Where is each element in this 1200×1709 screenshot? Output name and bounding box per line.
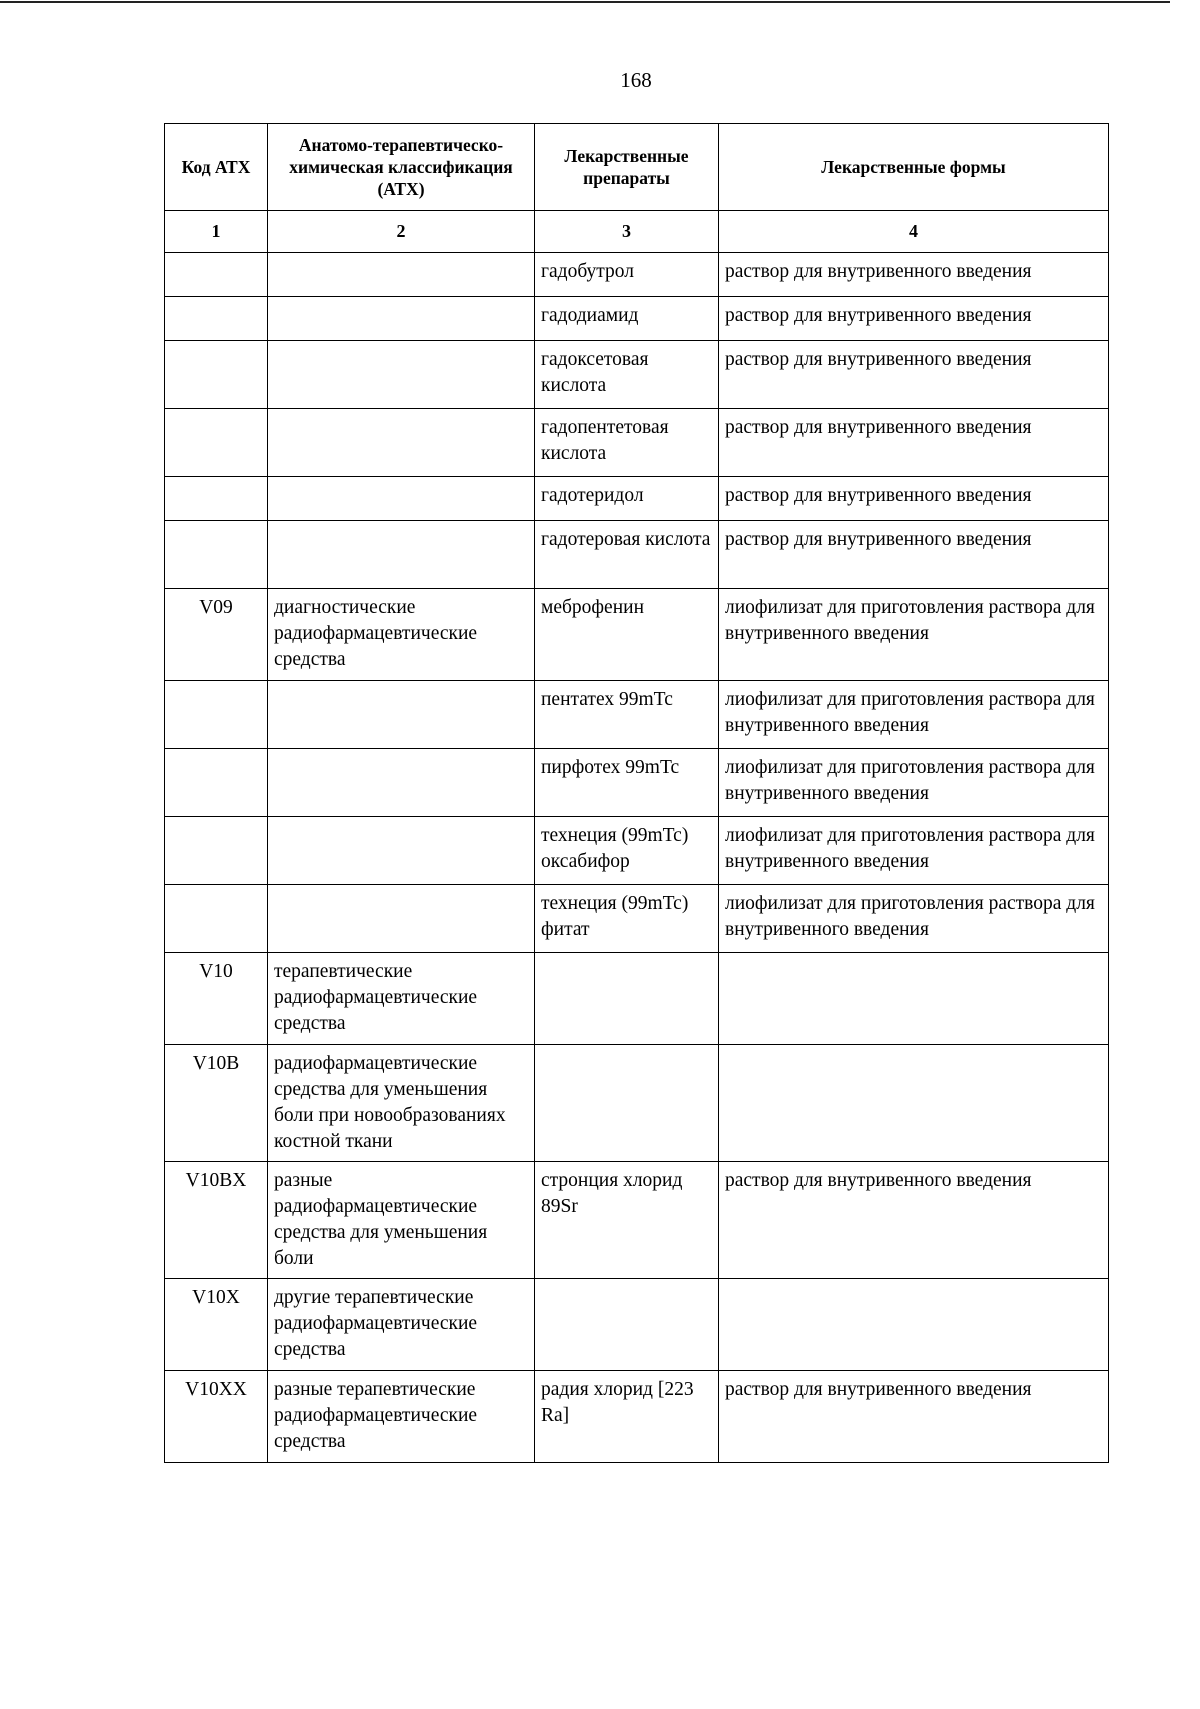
classification-cell	[268, 409, 535, 477]
table-row	[165, 1045, 1109, 1162]
atx-code-cell: V10BX	[165, 1162, 268, 1279]
table-row	[165, 817, 1109, 885]
drug-cell: гадопентетовая кислота	[535, 409, 719, 477]
drug-cell	[535, 953, 719, 1045]
atx-code-cell	[165, 749, 268, 817]
classification-cell	[268, 817, 535, 885]
classification-cell: разные радиофармацевтические средства для уменьшения боли	[268, 1162, 535, 1279]
table-row	[165, 477, 1109, 521]
atx-code-cell: V10XX	[165, 1371, 268, 1463]
table-row	[165, 409, 1109, 477]
form-cell: раствор для внутривенного введения	[719, 1371, 1109, 1463]
drug-cell: стронция хлорид 89Sr	[535, 1162, 719, 1279]
atx-code-cell	[165, 521, 268, 589]
form-cell: раствор для внутривенного введения	[719, 297, 1109, 341]
classification-cell	[268, 477, 535, 521]
header-forms: Лекарственные формы	[719, 124, 1109, 211]
table-row	[165, 749, 1109, 817]
table-row	[165, 1371, 1109, 1463]
drug-cell: гадодиамид	[535, 297, 719, 341]
form-cell: раствор для внутривенного введения	[719, 341, 1109, 409]
form-cell: раствор для внутривенного введения	[719, 1162, 1109, 1279]
atx-code-cell	[165, 297, 268, 341]
form-cell: лиофилизат для приготовления раствора для внутривенного введения	[719, 589, 1109, 681]
column-number: 2	[268, 211, 535, 253]
column-number: 1	[165, 211, 268, 253]
form-cell: раствор для внутривенного введения	[719, 477, 1109, 521]
classification-cell	[268, 885, 535, 953]
classification-cell	[268, 341, 535, 409]
classification-cell: диагностические радиофармацевтические средства	[268, 589, 535, 681]
drug-cell: технеция (99mTc) оксабифор	[535, 817, 719, 885]
table-row	[165, 953, 1109, 1045]
form-cell	[719, 1045, 1109, 1162]
classification-cell	[268, 297, 535, 341]
table-row	[165, 297, 1109, 341]
top-border-line	[0, 1, 1170, 3]
column-number: 3	[535, 211, 719, 253]
table-row	[165, 1162, 1109, 1279]
header-classification: Анатомо-терапевтическо-химическая классификация (АТХ)	[268, 124, 535, 211]
form-cell	[719, 1279, 1109, 1371]
drug-cell: технеция (99mTc) фитат	[535, 885, 719, 953]
drug-cell	[535, 1279, 719, 1371]
form-cell: лиофилизат для приготовления раствора для внутривенного введения	[719, 817, 1109, 885]
atx-code-cell	[165, 817, 268, 885]
table-row	[165, 341, 1109, 409]
classification-cell	[268, 749, 535, 817]
atx-code-cell	[165, 681, 268, 749]
classification-cell: разные терапевтические радиофармацевтические средства	[268, 1371, 535, 1463]
atx-code-cell	[165, 477, 268, 521]
drug-cell: гадоксетовая кислота	[535, 341, 719, 409]
atx-code-cell: V10B	[165, 1045, 268, 1162]
atx-code-cell: V09	[165, 589, 268, 681]
header-drugs: Лекарственные препараты	[535, 124, 719, 211]
drug-cell: гадотеровая кислота	[535, 521, 719, 589]
atx-code-cell	[165, 253, 268, 297]
classification-cell	[268, 253, 535, 297]
table-row	[165, 1279, 1109, 1371]
column-number: 4	[719, 211, 1109, 253]
table-row	[165, 253, 1109, 297]
atx-code-cell	[165, 885, 268, 953]
atx-code-cell: V10X	[165, 1279, 268, 1371]
drug-cell: гадобутрол	[535, 253, 719, 297]
table-row	[165, 885, 1109, 953]
form-cell: лиофилизат для приготовления раствора для внутривенного введения	[719, 885, 1109, 953]
classification-cell	[268, 681, 535, 749]
form-cell: лиофилизат для приготовления раствора для внутривенного введения	[719, 749, 1109, 817]
table-header-row	[165, 124, 1109, 211]
form-cell: раствор для внутривенного введения	[719, 521, 1109, 589]
classification-cell	[268, 521, 535, 589]
drug-cell: меброфенин	[535, 589, 719, 681]
drug-cell: пирфотех 99mTc	[535, 749, 719, 817]
atx-code-cell	[165, 341, 268, 409]
drug-cell	[535, 1045, 719, 1162]
form-cell: раствор для внутривенного введения	[719, 409, 1109, 477]
atx-table	[164, 123, 1109, 1463]
form-cell: раствор для внутривенного введения	[719, 253, 1109, 297]
drug-cell: гадотеридол	[535, 477, 719, 521]
table-row	[165, 521, 1109, 589]
form-cell	[719, 953, 1109, 1045]
form-cell: лиофилизат для приготовления раствора для внутривенного введения	[719, 681, 1109, 749]
atx-code-cell	[165, 409, 268, 477]
table-row	[165, 589, 1109, 681]
table-row	[165, 681, 1109, 749]
classification-cell: радиофармацевтические средства для уменьшения боли при новообразованиях костной ткани	[268, 1045, 535, 1162]
column-number-row	[165, 211, 1109, 253]
header-code: Код АТХ	[165, 124, 268, 211]
classification-cell: терапевтические радиофармацевтические средства	[268, 953, 535, 1045]
atx-code-cell: V10	[165, 953, 268, 1045]
classification-cell: другие терапевтические радиофармацевтические средства	[268, 1279, 535, 1371]
page-number: 168	[620, 68, 652, 92]
drug-cell: радия хлорид [223 Ra]	[535, 1371, 719, 1463]
drug-cell: пентатех 99mTc	[535, 681, 719, 749]
